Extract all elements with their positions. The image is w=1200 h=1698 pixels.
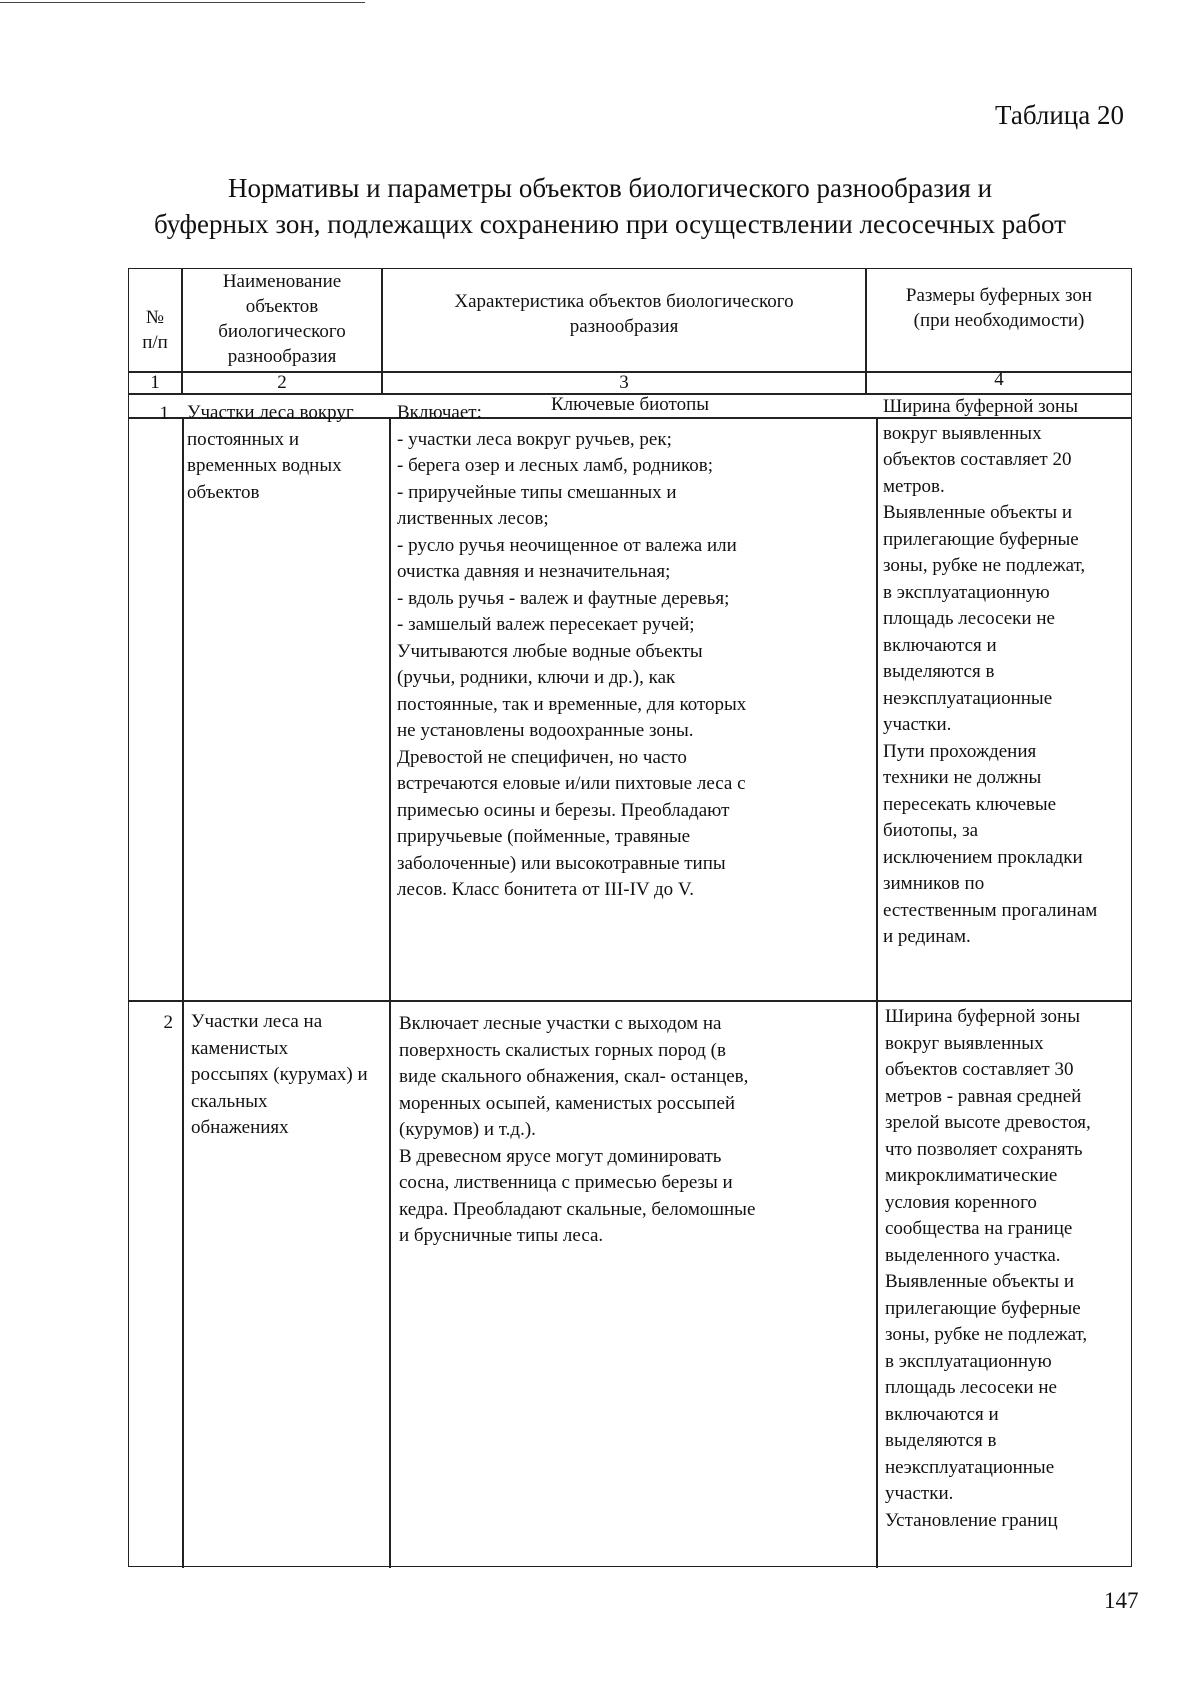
- row-1-buffer-line: участки.: [883, 714, 952, 735]
- row-2-buffer-line: неэксплуатационные: [885, 1456, 1055, 1478]
- header-buffer-line: (при необходимости): [913, 310, 1085, 331]
- row-2-name: [191, 1009, 387, 1142]
- table-rule: [129, 1000, 1131, 1002]
- row-2-name-line: скальных: [191, 1090, 268, 1112]
- row-1-characteristics-line: приручьевые (пойменные, травяные: [397, 826, 691, 847]
- row-1-characteristics: [397, 400, 871, 904]
- document-title: [110, 170, 1110, 242]
- row-1-buffer-line: техники не должны: [883, 767, 1042, 788]
- row-2-buffer-line: Выявленные объекты и: [885, 1271, 1075, 1292]
- header-characteristics-line: Характеристика объектов биологического: [454, 291, 794, 312]
- row-1-buffer-line: биотопы, за: [883, 820, 979, 841]
- column-number: 3: [619, 372, 629, 393]
- row-1-characteristics-line: постоянные, так и временные, для которых: [397, 693, 747, 715]
- row-1-buffer-line: Выявленные объекты и: [883, 502, 1073, 523]
- header-name-line: разнообразия: [227, 346, 337, 367]
- column-number: 1: [150, 372, 160, 393]
- row-2-buffer-line: сообщества на границе: [885, 1218, 1073, 1239]
- row-1-characteristics-line: Древостой не специфичен, но часто: [397, 746, 687, 768]
- row-1-characteristics-line: лиственных лесов;: [397, 508, 549, 529]
- row-1-characteristics-line: не установлены водоохранные зоны.: [397, 720, 694, 741]
- row-1-characteristics-line: - берега озер и лесных ламб, родников;: [397, 455, 714, 476]
- title-line-2: буферных зон, подлежащих сохранению при осуществлении лесосечных работ: [154, 209, 1066, 239]
- row-2-buffer-line: метров - равная средней: [885, 1085, 1082, 1107]
- row-1-characteristics-line: - русло ручья неочищенное от валежа или: [397, 534, 737, 556]
- row-2-characteristics-line: моренных осыпей, каменистых россыпей: [399, 1092, 736, 1114]
- row-2-buffer-line: прилегающие буферные: [885, 1297, 1081, 1319]
- row-2-buffer-line: объектов составляет 30: [885, 1059, 1074, 1080]
- header-buffer-line: Размеры буферных зон: [905, 285, 1093, 306]
- section-title: Ключевые биотопы: [550, 394, 710, 415]
- row-1-buffer-line: зоны, рубке не подлежат,: [883, 555, 1086, 576]
- header-name: [183, 269, 381, 369]
- row-2-buffer-line: что позволяет сохранять: [885, 1138, 1083, 1160]
- row-1-num: 1: [159, 403, 169, 424]
- row-2-name-line: Участки леса на: [191, 1011, 323, 1032]
- row-2-name-line: каменистых: [191, 1037, 289, 1059]
- row-1-characteristics-line: очистка давняя и незначительная;: [397, 561, 671, 582]
- row-1-buffer-line: метров.: [883, 475, 945, 497]
- row-1-characteristics-line: - приручейные типы смешанных и: [397, 481, 677, 503]
- row-2-buffer: [885, 1004, 1131, 1534]
- row-2-buffer-line: Установление границ: [885, 1509, 1058, 1531]
- row-1-characteristics-line: заболоченные) или высокотравные типы: [397, 852, 726, 874]
- row-2-characteristics-line: поверхность скалистых горных пород (в: [399, 1039, 726, 1061]
- row-1-buffer-line: в эксплуатационную: [883, 581, 1050, 603]
- row-1-characteristics-line: Включает:: [397, 402, 482, 423]
- header-name-line: биологического: [218, 321, 346, 342]
- row-1-characteristics-line: лесов. Класс бонитета от III-IV до V.: [397, 879, 694, 900]
- row-2-buffer-line: площадь лесосеки не: [885, 1377, 1057, 1398]
- row-1-characteristics-line: (ручьи, родники, ключи и др.), как: [397, 667, 676, 688]
- row-2-buffer-line: Ширина буферной зоны: [885, 1006, 1080, 1027]
- row-1-buffer-line: вокруг выявленных: [883, 422, 1042, 444]
- table-rule: [182, 417, 184, 1568]
- row-2-buffer-line: выделяются в: [885, 1430, 997, 1451]
- row-1-buffer-line: площадь лесосеки не: [883, 608, 1055, 629]
- title-line-1: Нормативы и параметры объектов биологического разнообразия и: [227, 173, 993, 203]
- row-1-buffer-line: пересекать ключевые: [883, 793, 1057, 815]
- row-1-buffer-line: исключением прокладки: [883, 846, 1083, 868]
- row-1-characteristics-line: - замшелый валеж пересекает ручей;: [397, 614, 695, 635]
- row-1-characteristics-line: примесью осины и березы. Преобладают: [397, 799, 730, 821]
- header-name-line: объектов: [245, 296, 319, 317]
- page-number: 147: [1104, 1588, 1139, 1613]
- row-2-buffer-line: участки.: [885, 1483, 954, 1504]
- row-2-buffer-line: в эксплуатационную: [885, 1350, 1052, 1372]
- row-2-name-line: обнажениях: [191, 1117, 289, 1138]
- row-1-buffer-line: зимников по: [883, 873, 985, 894]
- row-1-buffer: [883, 394, 1129, 951]
- row-2-buffer-line: зрелой высоте древостоя,: [885, 1112, 1091, 1133]
- row-1-name-line: временных водных: [187, 455, 342, 476]
- row-1-buffer-line: Пути прохождения: [883, 740, 1037, 762]
- row-2-characteristics-line: кедра. Преобладают скальные, беломошные: [399, 1198, 756, 1220]
- header-num-line: №: [145, 307, 165, 328]
- row-1-name-line: объектов: [187, 481, 260, 503]
- row-1-buffer-line: объектов составляет 20: [883, 449, 1072, 470]
- row-2-characteristics-line: (курумов) и т.д.).: [399, 1119, 536, 1140]
- row-2-buffer-line: выделенного участка.: [885, 1244, 1061, 1266]
- header-num: [129, 305, 181, 355]
- row-2-buffer-line: включаются и: [885, 1403, 999, 1425]
- row-1-characteristics-line: Учитываются любые водные объекты: [397, 640, 703, 662]
- top-edge-rule: [0, 2, 365, 3]
- header-name-line: Наименование: [222, 271, 342, 292]
- row-1-buffer-line: прилегающие буферные: [883, 528, 1079, 550]
- row-1-buffer-line: неэксплуатационные: [883, 687, 1053, 709]
- row-2-buffer-line: зоны, рубке не подлежат,: [885, 1324, 1088, 1345]
- row-1-characteristics-line: встречаются еловые и/или пихтовые леса с: [397, 773, 746, 794]
- row-2-num: 2: [163, 1012, 173, 1033]
- header-characteristics: [383, 289, 865, 339]
- row-1-characteristics-line: - участки леса вокруг ручьев, рек;: [397, 428, 672, 450]
- row-1-buffer-line: Ширина буферной зоны: [883, 396, 1078, 417]
- row-1-buffer-line: выделяются в: [883, 661, 995, 682]
- table-number: Таблица 20: [995, 100, 1124, 130]
- row-2-buffer-line: условия коренного: [885, 1191, 1037, 1213]
- table-rule: [876, 417, 878, 1568]
- row-2-characteristics: [399, 1011, 873, 1250]
- row-1-characteristics-line: - вдоль ручья - валеж и фаутные деревья;: [397, 587, 730, 609]
- row-1-buffer-line: включаются и: [883, 634, 997, 656]
- table-rule: [389, 417, 391, 1568]
- row-1-name-line: постоянных и: [187, 428, 300, 450]
- row-2-characteristics-line: сосна, лиственница с примесью березы и: [399, 1172, 733, 1193]
- row-1-buffer-line: и рединам.: [883, 926, 971, 947]
- row-2-characteristics-line: и брусничные типы леса.: [399, 1225, 604, 1246]
- header-characteristics-line: разнообразия: [569, 316, 679, 337]
- row-1-name: [187, 400, 385, 506]
- row-1-name-line: Участки леса вокруг: [187, 402, 354, 423]
- header-num-line: п/п: [142, 332, 168, 353]
- row-1-buffer-line: естественным прогалинам: [883, 899, 1098, 921]
- row-2-characteristics-line: виде скального обнажения, скал- останцев,: [399, 1066, 749, 1087]
- header-buffer: [867, 283, 1131, 333]
- norms-table: [128, 268, 1132, 1567]
- row-2-buffer-line: микроклиматические: [885, 1165, 1058, 1186]
- row-2-characteristics-line: Включает лесные участки с выходом на: [399, 1013, 722, 1034]
- row-2-characteristics-line: В древесном ярусе могут доминировать: [399, 1145, 722, 1167]
- column-number: 4: [994, 369, 1004, 390]
- column-number: 2: [277, 372, 287, 393]
- row-2-name-line: россыпях (курумах) и: [191, 1064, 368, 1085]
- row-2-buffer-line: вокруг выявленных: [885, 1032, 1044, 1054]
